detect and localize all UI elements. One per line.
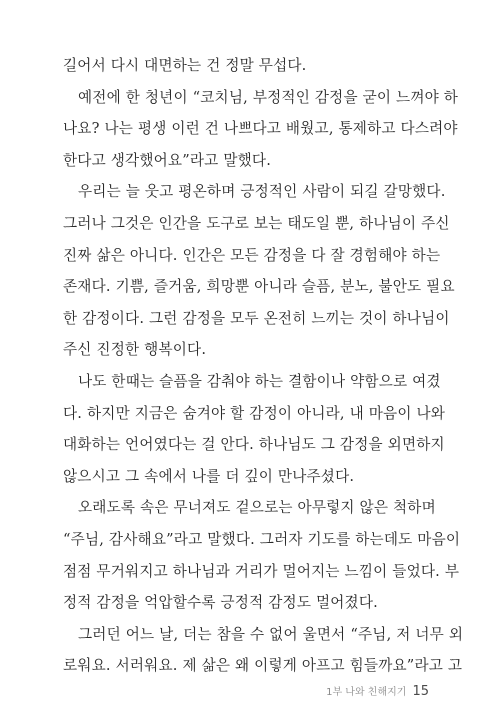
text-line: 정적 감정을 억압할수록 긍정적 감정도 멀어졌다. <box>63 594 378 612</box>
text-line: 길어서 다시 대면하는 건 정말 무섭다. <box>63 57 307 74</box>
text-line: 한 감정이다. 그런 감정을 모두 온전히 느끼는 것이 하나님이 <box>63 309 450 327</box>
page-number: 15 <box>412 684 429 699</box>
text-line: 주신 진정한 행복이다. <box>63 341 207 359</box>
text-line: 나도 한때는 슬픔을 감춰야 하는 결함이나 약함으로 여겼 <box>78 372 441 390</box>
text-line: 대화하는 언어였다는 걸 안다. 하나님도 그 감정을 외면하지 <box>63 436 445 454</box>
text-line: 그러나 그것은 인간을 도구로 보는 태도일 뿐, 하나님이 주신 <box>63 214 450 232</box>
text-line: 그러던 어느 날, 더는 참을 수 없어 울면서 “주님, 저 너무 외 <box>78 625 464 643</box>
text-line: 로워요. 서러워요. 제 삶은 왜 이렇게 아프고 힘들까요”라고 고 <box>63 657 463 675</box>
text-line: 한다고 생각했어요”라고 말했다. <box>63 151 272 169</box>
text-line: 않으시고 그 속에서 나를 더 깊이 만나주셨다. <box>63 467 355 485</box>
text-line: 진짜 삶은 아니다. 인간은 모든 감정을 다 잘 경험해야 하는 <box>63 246 441 264</box>
text-line: 예전에 한 청년이 “코치님, 부정적인 감정을 굳이 느껴야 하 <box>78 88 459 106</box>
text-line: 나요? 나는 평생 이런 건 나쁘다고 배웠고, 통제하고 다스려야 <box>63 120 458 138</box>
text-line: 점점 무거워지고 하나님과 거리가 멀어지는 느낌이 들었다. 부 <box>63 562 460 580</box>
text-line: 우리는 늘 웃고 평온하며 긍정적인 사람이 되길 갈망했다. <box>78 183 446 201</box>
text-line: 오래도록 속은 무너져도 겉으로는 아무렇지 않은 척하며 <box>78 499 436 517</box>
text-line: 다. 하지만 지금은 숨겨야 할 감정이 아니라, 내 마음이 나와 <box>63 404 446 422</box>
body-text <box>63 50 464 682</box>
text-line: “주님, 감사해요”라고 말했다. 그러자 기도를 하는데도 마음이 <box>63 530 461 548</box>
chapter-title: 1부 나와 친해지기 <box>326 687 407 698</box>
text-line: 존재다. 기쁨, 즐거움, 희망뿐 아니라 슬픔, 분노, 불안도 필요 <box>63 278 455 296</box>
page-footer <box>326 683 429 699</box>
